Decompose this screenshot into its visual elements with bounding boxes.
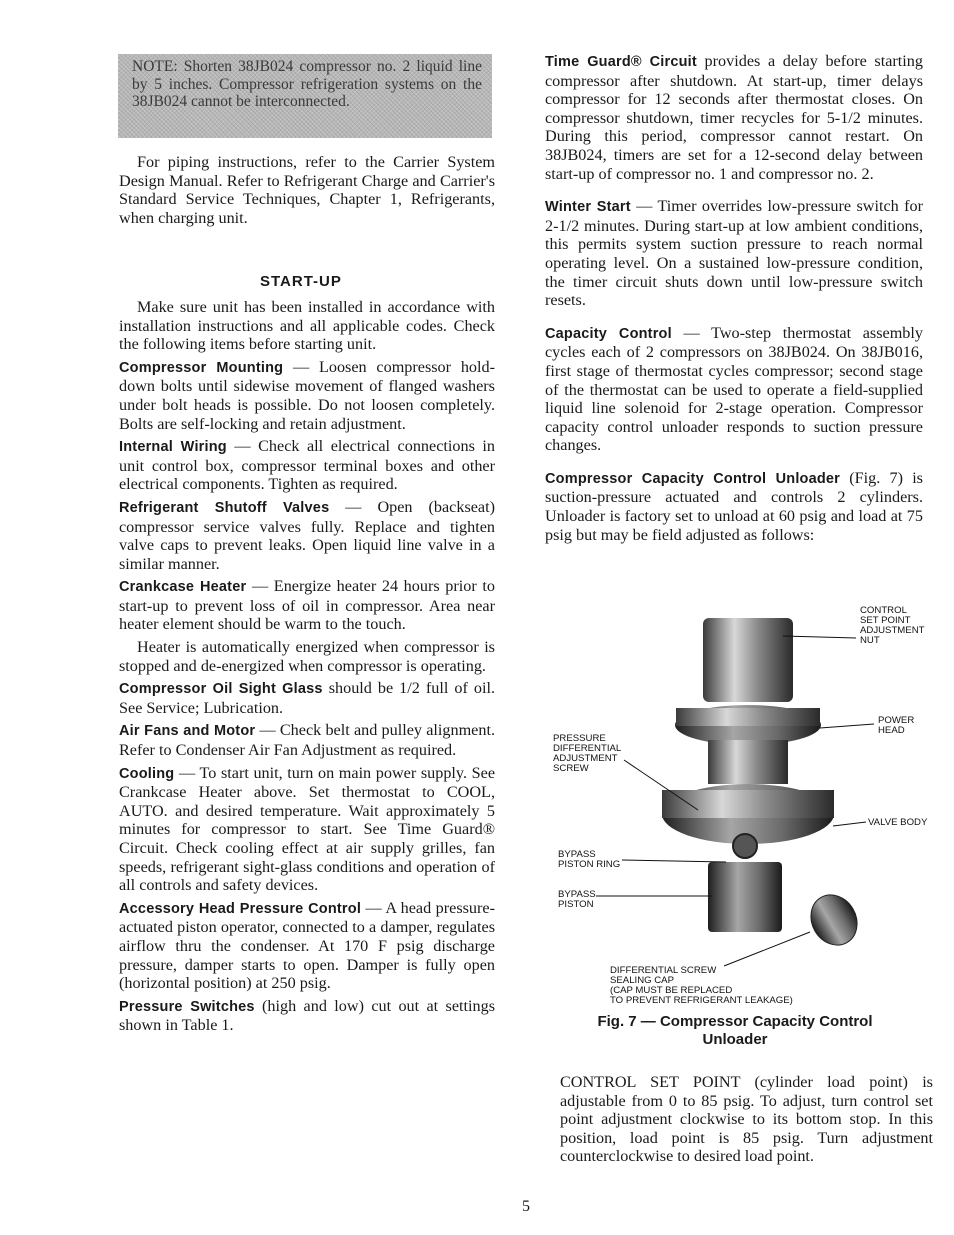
item-heading: Compressor Capacity Control Unloader: [545, 470, 841, 487]
differential-screw: [733, 834, 757, 858]
item-air-fans: [119, 721, 495, 759]
item-heading: Cooling: [119, 765, 175, 782]
label-control-set-point: CONTROL SET POINT ADJUSTMENT NUT: [860, 605, 925, 646]
label-bypass-piston-ring: BYPASS PISTON RING: [558, 849, 621, 870]
item-refrigerant-shutoff-valves: [119, 498, 495, 573]
unloader-figure: [548, 600, 938, 1006]
item-heading: Capacity Control: [545, 325, 672, 342]
item-crankcase-heater: [119, 577, 495, 634]
control-set-point-paragraph: CONTROL SET POINT (cylinder load point) is adjustable from 0 to 85 psig. To adjust, turn control set point adjustment clockwise to its bottom stop. In this position, load point is 85 psig. Turn adjustment counterclockwise to desired load point.: [560, 1073, 933, 1166]
startup-intro: Make sure unit has been installed in accordance with installation instructions and all applicable codes. Check the following items before starting unit.: [119, 297, 495, 354]
item-heading: Air Fans and Motor: [119, 723, 256, 740]
item-heading: Crankcase Heater: [119, 579, 247, 596]
adjustment-nut: [703, 618, 793, 702]
label-power-head: POWER HEAD: [878, 715, 915, 736]
label-pressure-differential: PRESSURE DIFFERENTIAL ADJUSTMENT SCREW: [553, 733, 622, 774]
right-column: [545, 52, 923, 548]
control-set-point-section: [560, 1073, 933, 1170]
item-text: provides a delay before starting compressor after shutdown. At start-up, timer delays compressor for 12 seconds after thermostat closes. On compressor shutdown, timer recycles for 5-1/2 minutes. During this period, compressor cannot restart. On 38JB024, timers are set for a 12-second delay between start-up of compressor no. 1 and compressor no. 2.: [545, 52, 923, 183]
label-sealing-cap: DIFFERENTIAL SCREW SEALING CAP (CAP MUST BE REPLACED TO PREVENT REFRIGERANT LEAKAGE): [610, 965, 793, 1006]
item-text: — Check all electrical connections in unit control box, compressor terminal boxes and other electrical components. Tighten as required.: [119, 437, 495, 494]
left-column: [119, 153, 495, 1039]
intro-paragraph: For piping instructions, refer to the Carrier System Design Manual. Refer to Refrigerant Charge and Carrier's Standard Service Techniques, Chapter 1, Refrigerants, when charging unit.: [119, 153, 495, 227]
unloader-illustration: [548, 600, 938, 1000]
item-heading: Winter Start: [545, 199, 631, 216]
item-pressure-switches: [119, 997, 495, 1035]
item-text: — Timer overrides low-pressure switch for 2-1/2 minutes. During start-up at low ambient conditions, this permits system suction pressure to reach normal operating level. On a sustained low-pressure condition, the timer circuit shuts down until low-pressure switch resets.: [545, 197, 923, 310]
item-heading: Compressor Oil Sight Glass: [119, 681, 323, 698]
item-heading: Internal Wiring: [119, 439, 227, 456]
item-text: — A head pressure-actuated piston operator, connected to a damper, regulates airflow thru the condenser. At 170 F psig discharge pressure, damper starts to open. Damper is fully open (horizontal position) at 250 psig.: [119, 898, 495, 993]
item-text: (high and low) cut out at settings shown in Table 1.: [119, 996, 495, 1035]
item-text: (Fig. 7) is suction-pressure actuated and controls 2 cylinders. Unloader is factory set to unload at 60 psig and load at 75 psig but may be field adjusted as follows:: [545, 468, 923, 544]
bypass-piston: [708, 862, 782, 932]
item-heading: Time Guard® Circuit: [545, 54, 697, 70]
item-oil-sight-glass: [119, 679, 495, 717]
item-time-guard: [545, 52, 923, 183]
item-text: should be 1/2 full of oil. See Service; Lubrication.: [119, 679, 496, 717]
item-winter-start: [545, 197, 923, 310]
item-compressor-mounting: [119, 358, 495, 433]
figure-caption: [560, 1013, 910, 1049]
item-head-pressure-control: [119, 899, 495, 993]
item-text: — Two-step thermostat assembly cycles each of 2 compressors on 38JB024. On 38JB016, first stage of thermostat cycles compressor; second stage of the thermostat can be used to operate a field-supplied liquid line solenoid for 2-stage operation. Compressor capacity control unloader responds to suction pressure changes.: [545, 323, 923, 455]
heater-note: Heater is automatically energized when compressor is stopped and de-energized when compressor is operating.: [119, 638, 495, 675]
startup-title: START-UP: [260, 273, 342, 291]
page-number: 5: [522, 1198, 530, 1215]
item-capacity-control: [545, 324, 923, 455]
label-valve-body: VALVE BODY: [868, 817, 928, 828]
sealing-cap: [802, 886, 866, 953]
item-internal-wiring: [119, 437, 495, 494]
item-text: — Check belt and pulley alignment. Refer to Condenser Air Fan Adjustment as required.: [119, 721, 496, 760]
item-heading: Accessory Head Pressure Control: [119, 900, 362, 917]
item-heading: Pressure Switches: [119, 998, 255, 1015]
caption-line-1: Fig. 7 — Compressor Capacity Control: [597, 1013, 873, 1030]
item-heading: Refrigerant Shutoff Valves: [119, 499, 330, 516]
note-box: NOTE: Shorten 38JB024 compressor no. 2 liquid line by 5 inches. Compressor refrigeration systems on the 38JB024 cannot be interconnected.: [118, 54, 492, 138]
item-cooling: [119, 764, 495, 895]
item-text: — To start unit, turn on main power supply. See Crankcase Heater above. Set thermostat to COOL, AUTO. and desired temperature. Wait approximately 5 minutes for compressor to start. See Time Guard® Circuit. Check cooling effect at air supply grilles, fan speeds, refrigerant sight-glass conditions and operation of all controls and safety devices.: [119, 763, 495, 895]
item-text: — Energize heater 24 hours prior to start-up to prevent loss of oil in compressor. Area near heater element should be warm to the touch.: [119, 577, 495, 634]
item-text: — Open (backseat) compressor service valves fully. Replace and tighten valve caps to prevent leaks. Open liquid line valve in a similar manner.: [119, 497, 495, 573]
caption-line-2: Unloader: [702, 1031, 768, 1048]
item-text: — Loosen compressor hold-down bolts until sidewise movement of flanged washers under bolt heads is possible. Do not loosen completely. Bolts are self-locking and retain adjustment.: [119, 357, 496, 433]
label-bypass-piston: BYPASS PISTON: [558, 889, 596, 910]
item-unloader: [545, 469, 923, 544]
item-heading: Compressor Mounting: [119, 359, 284, 376]
